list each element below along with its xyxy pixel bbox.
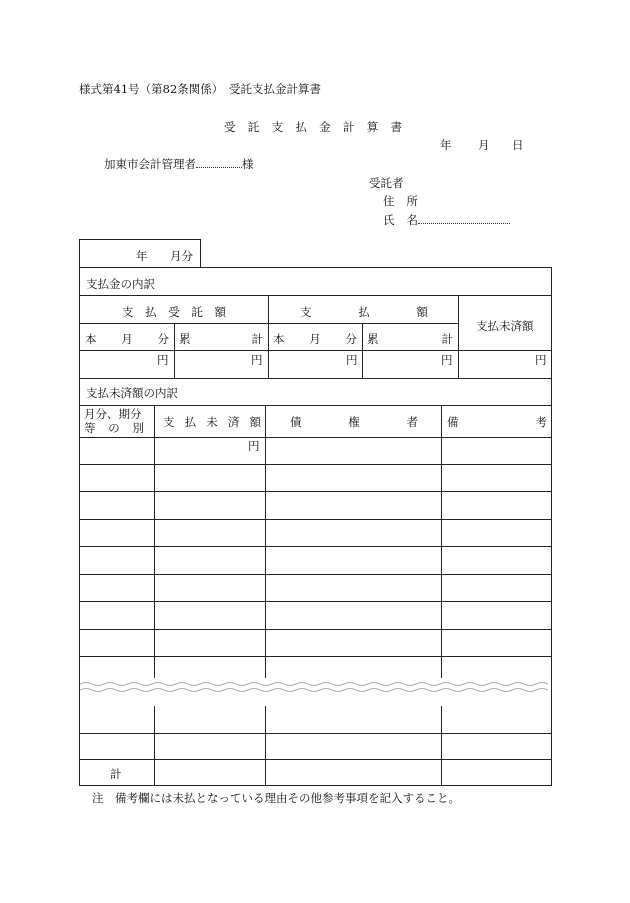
trustee-name-label: 氏 名	[383, 213, 418, 227]
yen-unit: 円	[535, 353, 547, 367]
remarks-column-header: 備 考	[447, 415, 547, 429]
yen-unit: 円	[346, 353, 358, 367]
addressee	[104, 155, 254, 172]
yen-unit: 円	[248, 439, 260, 453]
date-month: 月	[478, 138, 490, 152]
trustee-address-label: 住 所	[383, 194, 418, 208]
yen-unit: 円	[441, 353, 453, 367]
yen-unit: 円	[157, 353, 169, 367]
footnote: 注 備考欄には未払となっている理由その他参考事項を記入すること。	[92, 791, 460, 805]
period-column-header: 月分、期分 等 の 別	[84, 407, 144, 435]
paid-amount-header: 支 払 額	[300, 305, 428, 319]
period-tab	[79, 239, 201, 267]
trustee-name-row	[383, 211, 510, 228]
unpaid-amount-column-header: 支 払 未 済 額	[163, 415, 261, 429]
document-title: 受 託 支 払 金 計 算 書	[224, 120, 402, 134]
date-day: 日	[512, 138, 524, 152]
unpaid-breakdown-heading: 支払未済額の内訳	[86, 386, 178, 400]
payment-breakdown-heading: 支払金の内訳	[86, 277, 155, 291]
form-number: 様式第41号（第82条関係） 受託支払金計算書	[79, 82, 322, 96]
unpaid-amount-header: 支払未済額	[476, 319, 534, 333]
creditor-column-header: 債 権 者	[290, 415, 418, 429]
trust-this-month-header: 本 月 分	[85, 332, 169, 346]
date-year: 年	[440, 138, 452, 152]
trustee-heading: 受託者	[369, 176, 404, 190]
trust-cumulative-header: 累 計	[179, 332, 263, 346]
table-omission-break	[80, 678, 551, 706]
paid-this-month-header: 本 月 分	[273, 332, 357, 346]
trustee-name-blank	[418, 211, 510, 224]
trust-amount-header: 支 払 受 託 額	[122, 305, 226, 319]
addressee-blank	[196, 155, 242, 168]
paid-cumulative-header: 累 計	[367, 332, 453, 346]
addressee-name: 加東市会計管理者	[104, 157, 196, 171]
addressee-honorific: 様	[242, 157, 254, 171]
yen-unit: 円	[251, 353, 263, 367]
account-form	[79, 267, 552, 786]
total-label: 計	[110, 767, 122, 781]
period-month: 月分	[170, 249, 193, 263]
period-year: 年	[136, 249, 148, 263]
